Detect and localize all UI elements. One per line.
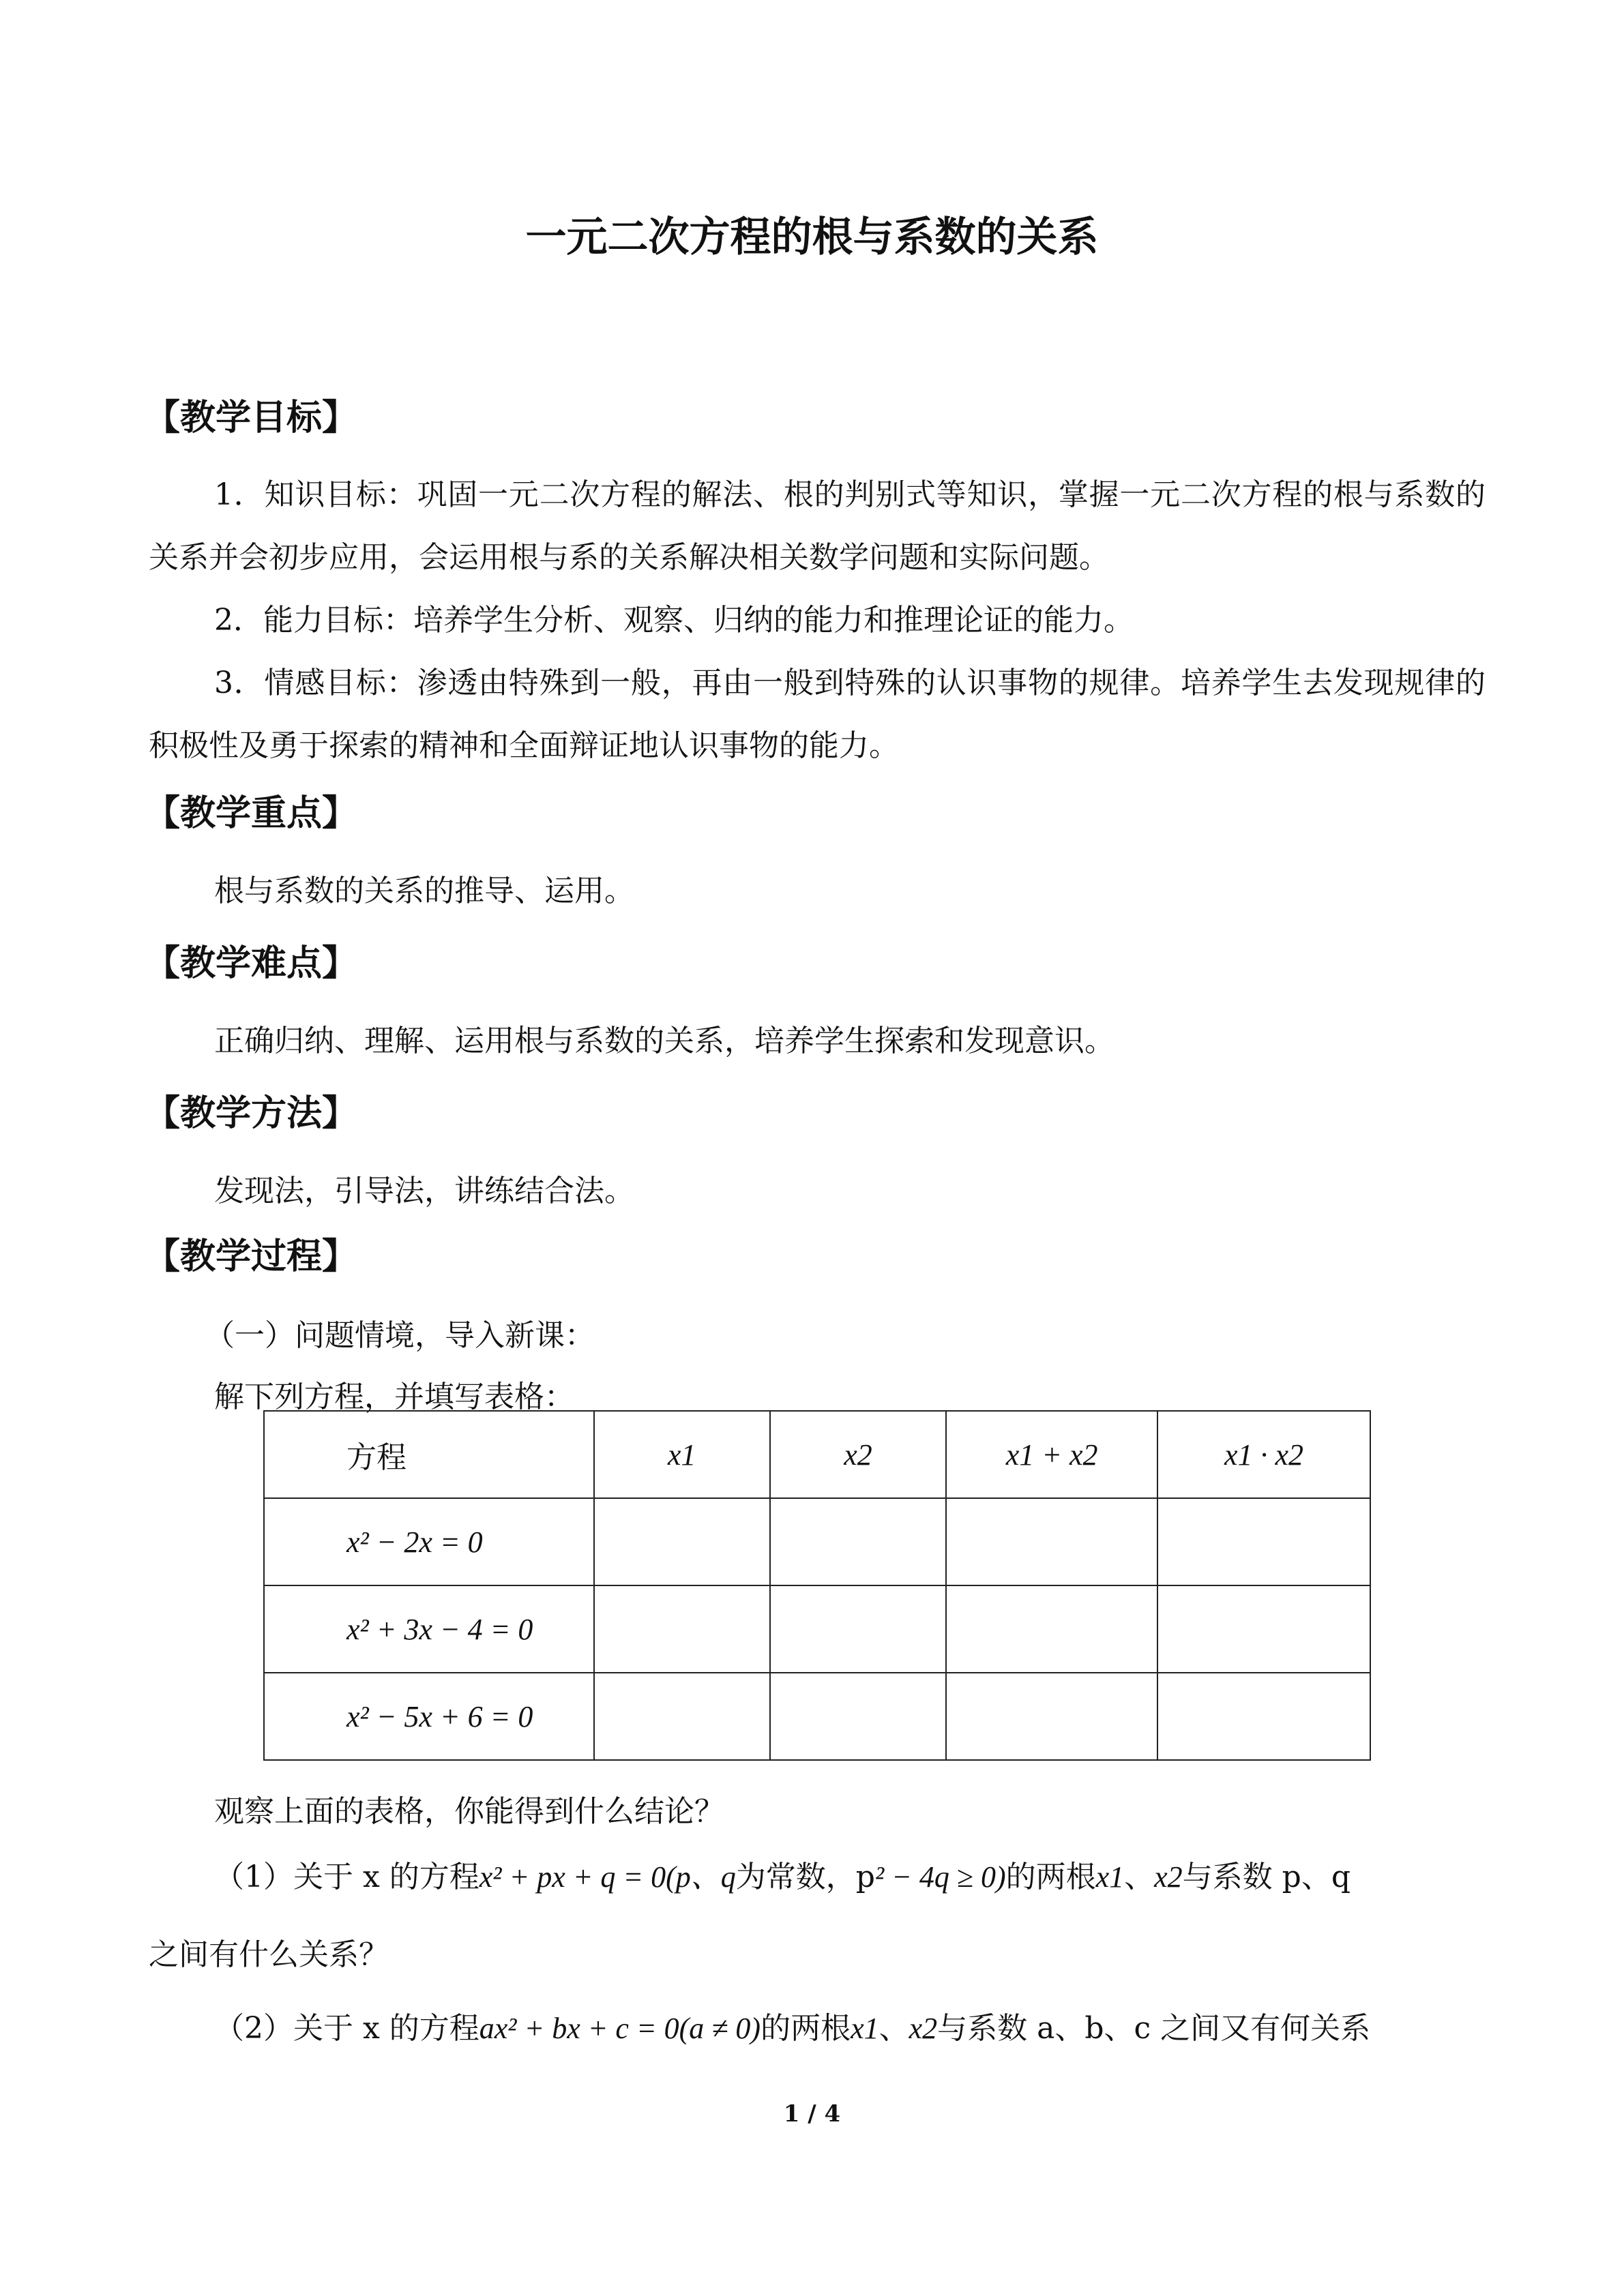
- q1-equation: x² + px + q = 0(p、q: [479, 1860, 736, 1894]
- methods-text: 发现法，引导法，讲练结合法。: [214, 1174, 634, 1208]
- page-title: 一元二次方程的根与系数的关系: [525, 213, 1099, 261]
- answer-cell: [770, 1673, 946, 1760]
- answer-cell: [770, 1585, 946, 1673]
- answer-cell: [594, 1673, 770, 1760]
- difficulties-text: 正确归纳、理解、运用根与系数的关系，培养学生探索和发现意识。: [214, 1024, 1114, 1058]
- goal-item-1: 1．知识目标：巩固一元二次方程的解法、根的判别式等知识，掌握一元二次方程的根与系数的关系并会初步应用，会运用根与系的关系解决相关数学问题和实际问题。: [149, 477, 1486, 575]
- table-header-row: [264, 1411, 1370, 1498]
- process-instruction: 解下列方程，并填写表格：: [214, 1380, 574, 1414]
- q1-root2: x2: [1154, 1860, 1183, 1894]
- heading-difficulties: 【教学难点】: [145, 943, 358, 984]
- q2-suffix-b: 与系数 a、b、c 之间又有何关系: [937, 2011, 1371, 2046]
- q1-suffix-a: 的两根: [1005, 1860, 1096, 1894]
- q2-prefix: （2）关于 x 的方程: [214, 2011, 479, 2046]
- q1-condition: ² − 4q ≥ 0): [874, 1860, 1006, 1894]
- equation-cell: x² − 5x + 6 = 0: [264, 1673, 594, 1760]
- goal-item-3: 3．情感目标：渗透由特殊到一般，再由一般到特殊的认识事物的规律。培养学生去发现规律的积极性及勇于探索的精神和全面辩证地认识事物的能力。: [149, 666, 1486, 763]
- q2-root2: x2: [909, 2012, 938, 2045]
- q1-root1: x1: [1095, 1860, 1125, 1894]
- q2-equation: ax² + bx + c = 0(a ≠ 0): [479, 2012, 761, 2045]
- table-row: [264, 1498, 1370, 1585]
- answer-cell: [1157, 1673, 1370, 1760]
- roots-table: [263, 1410, 1371, 1761]
- answer-cell: [946, 1673, 1157, 1760]
- q1-suffix-b: 与系数 p、q: [1182, 1860, 1351, 1894]
- q2-sep: 、: [879, 2011, 909, 2046]
- table-header-cell: x1 + x2: [946, 1411, 1157, 1498]
- answer-cell: [594, 1585, 770, 1673]
- key-points-text: 根与系数的关系的推导、运用。: [214, 874, 634, 908]
- process-step1: （一）问题情境，导入新课：: [205, 1318, 595, 1353]
- table-header-cell: x1: [594, 1411, 770, 1498]
- question-2-line: [214, 2003, 1370, 2047]
- page-number: 1 / 4: [783, 2100, 841, 2128]
- answer-cell: [1157, 1498, 1370, 1585]
- answer-cell: [770, 1498, 946, 1585]
- q2-suffix-a: 的两根: [761, 2011, 851, 2046]
- table-row: [264, 1585, 1370, 1673]
- process-question: 观察上面的表格，你能得到什么结论？: [214, 1794, 724, 1829]
- heading-key-points: 【教学重点】: [145, 793, 358, 834]
- table-row: [264, 1673, 1370, 1760]
- question-1-continued: 之间有什么关系？: [149, 1937, 389, 1972]
- answer-cell: [946, 1498, 1157, 1585]
- answer-cell: [594, 1498, 770, 1585]
- goal-item-2: 2．能力目标：培养学生分析、观察、归纳的能力和推理论证的能力。: [214, 603, 1134, 638]
- equation-cell: x² + 3x − 4 = 0: [264, 1585, 594, 1673]
- answer-cell: [1157, 1585, 1370, 1673]
- answer-cell: [946, 1585, 1157, 1673]
- equation-cell: x² − 2x = 0: [264, 1498, 594, 1585]
- q1-mid: 为常数，p: [735, 1860, 875, 1894]
- heading-process: 【教学过程】: [145, 1236, 358, 1277]
- q1-prefix: （1）关于 x 的方程: [214, 1860, 479, 1894]
- heading-methods: 【教学方法】: [145, 1093, 358, 1134]
- table-header-cell: x1 · x2: [1157, 1411, 1370, 1498]
- question-1-line: [214, 1852, 1350, 1896]
- q2-root1: x1: [851, 2012, 879, 2045]
- table-header-cell: 方程: [264, 1411, 594, 1498]
- table-header-cell: x2: [770, 1411, 946, 1498]
- q1-sep: 、: [1124, 1860, 1155, 1894]
- heading-goals: 【教学目标】: [145, 398, 358, 438]
